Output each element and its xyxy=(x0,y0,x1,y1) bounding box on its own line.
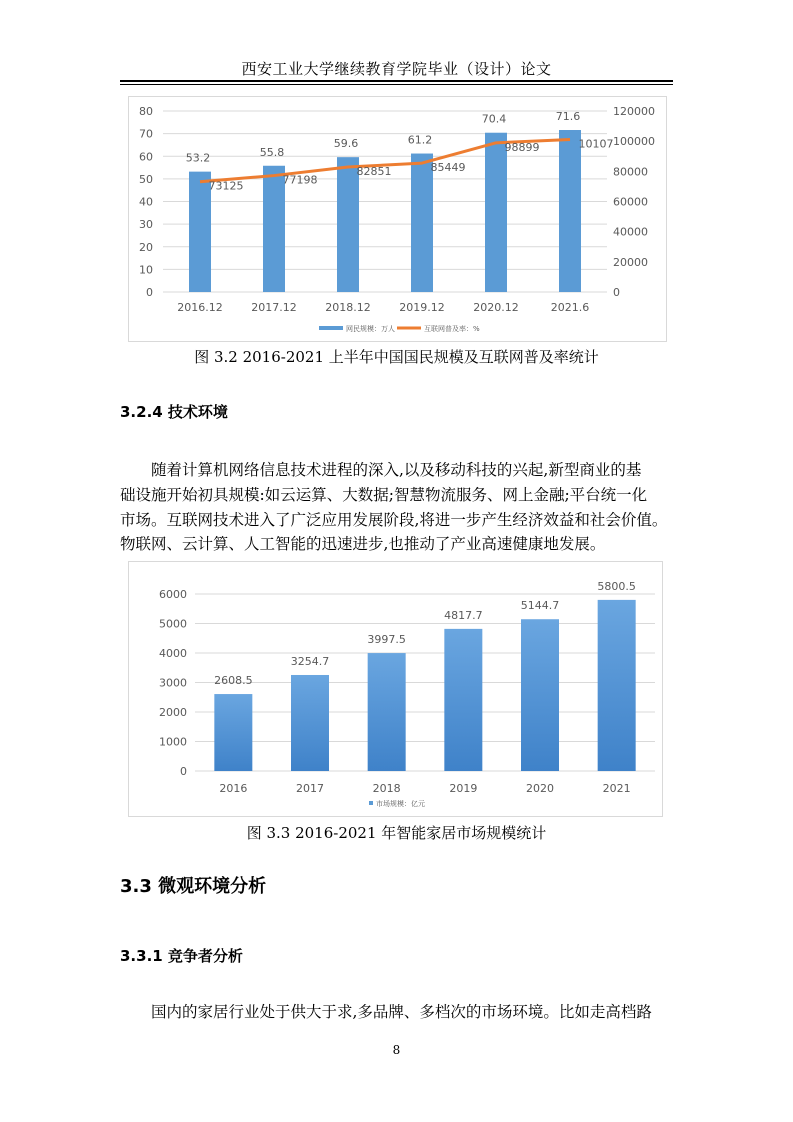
y-tick-label: 1000 xyxy=(159,735,187,749)
figure-smart-home-market-chart xyxy=(128,561,663,817)
x-tick-label: 2020 xyxy=(526,782,554,795)
y-tick-label: 3000 xyxy=(159,676,187,690)
page-number: 8 xyxy=(392,1043,401,1057)
paragraph-line: 础设施开始初具规模:如云运算、大数据;智慧物流服务、网上金融;平台统一化 xyxy=(120,486,648,504)
bar xyxy=(559,130,581,292)
bar-data-label: 53.2 xyxy=(185,151,211,165)
bar xyxy=(444,629,482,771)
x-tick-label: 2017.12 xyxy=(251,301,297,314)
y-left-tick-label: 60 xyxy=(139,150,153,164)
section-heading-3-3: 3.3 微观环境分析 xyxy=(120,876,267,897)
x-tick-label: 2019.12 xyxy=(399,301,445,314)
bar-data-label: 71.6 xyxy=(555,110,581,124)
y-left-tick-label: 30 xyxy=(139,218,153,232)
y-right-tick-label: 120000 xyxy=(613,105,655,118)
legend-swatch-bars xyxy=(319,326,343,330)
bar xyxy=(411,154,433,292)
bar-data-label: 5144.7 xyxy=(520,599,560,613)
y-right-tick-label: 80000 xyxy=(613,165,648,179)
x-tick-label: 2018 xyxy=(372,782,401,795)
paragraph-line: 市场。互联网技术进入了广泛应用发展阶段,将进一步产生经济效益和社会价值。 xyxy=(120,511,668,529)
bar-data-label: 2608.5 xyxy=(214,674,253,688)
bar-data-label: 70.4 xyxy=(481,112,507,126)
paragraph-line: 随着计算机网络信息技术进程的深入,以及移动科技的兴起,新型商业的基 xyxy=(151,461,642,479)
x-tick-label: 2020.12 xyxy=(473,301,519,314)
y-tick-label: 0 xyxy=(180,765,187,778)
bar xyxy=(485,133,507,292)
y-right-tick-label: 20000 xyxy=(613,255,648,269)
section-heading-3-2-4: 3.2.4 技术环境 xyxy=(120,403,228,421)
y-tick-label: 2000 xyxy=(159,706,187,719)
legend-label-bars: 网民规模：万人 xyxy=(346,325,395,333)
y-tick-label: 6000 xyxy=(159,588,187,601)
y-tick-label: 5000 xyxy=(159,617,187,631)
bar-data-label: 61.2 xyxy=(407,133,433,147)
bar-data-label: 4817.7 xyxy=(444,608,483,622)
section-heading-3-3-1: 3.3.1 竞争者分析 xyxy=(120,947,243,965)
bar xyxy=(598,600,636,771)
line-data-label: 77198 xyxy=(282,173,318,187)
legend-label: 市场规模：亿元 xyxy=(376,800,425,808)
bar-data-label: 55.8 xyxy=(259,145,285,159)
y-left-tick-label: 20 xyxy=(139,240,153,254)
header-rule-thin xyxy=(120,84,673,85)
line-data-label: 82851 xyxy=(356,165,392,179)
line-data-label: 85449 xyxy=(430,161,466,175)
bar-data-label: 59.6 xyxy=(333,137,359,151)
x-tick-label: 2018.12 xyxy=(325,301,371,314)
legend-swatch xyxy=(369,801,373,805)
y-right-tick-label: 60000 xyxy=(613,195,648,209)
y-left-tick-label: 80 xyxy=(139,105,153,118)
bar-data-label: 3254.7 xyxy=(290,654,330,668)
figure-1-caption: 图 3.2 2016-2021 上半年中国国民规模及互联网普及率统计 xyxy=(194,348,599,366)
bar-data-label: 5800.5 xyxy=(597,579,636,593)
x-tick-label: 2017 xyxy=(296,782,324,795)
legend-label-line: 互联网普及率：% xyxy=(424,325,480,333)
x-tick-label: 2016.12 xyxy=(177,301,223,314)
chart-1-svg xyxy=(129,97,666,341)
bar xyxy=(521,619,559,771)
chart-2-svg xyxy=(129,562,662,816)
y-right-tick-label: 0 xyxy=(613,286,620,299)
x-tick-label: 2021 xyxy=(602,782,631,795)
line-data-label: 98899 xyxy=(504,140,540,154)
figure-internet-users-chart xyxy=(128,96,667,342)
x-tick-label: 2016 xyxy=(219,782,248,795)
y-left-tick-label: 40 xyxy=(139,195,153,209)
line-data-label: 73125 xyxy=(208,179,244,193)
y-right-tick-label: 100000 xyxy=(613,135,655,149)
y-tick-label: 4000 xyxy=(159,647,187,660)
y-right-tick-label: 40000 xyxy=(613,225,648,239)
x-tick-label: 2019 xyxy=(449,782,478,795)
line-data-label: 10107 xyxy=(578,137,614,151)
y-left-tick-label: 70 xyxy=(139,127,153,141)
y-left-tick-label: 50 xyxy=(139,172,153,186)
header-rule-thick xyxy=(120,80,673,82)
bar xyxy=(368,653,406,771)
bar xyxy=(214,694,252,771)
x-tick-label: 2021.6 xyxy=(550,301,590,314)
bar-data-label: 3997.5 xyxy=(367,633,406,647)
y-left-tick-label: 10 xyxy=(139,263,153,277)
bar xyxy=(291,675,329,771)
paragraph-line: 国内的家居行业处于供大于求,多品牌、多档次的市场环境。比如走高档路 xyxy=(151,1003,652,1021)
running-header: 西安工业大学继续教育学院毕业（设计）论文 xyxy=(241,60,552,78)
paragraph-line: 物联网、云计算、人工智能的迅速进步,也推动了产业高速健康地发展。 xyxy=(120,535,606,553)
y-left-tick-label: 0 xyxy=(146,286,153,299)
figure-2-caption: 图 3.3 2016-2021 年智能家居市场规模统计 xyxy=(246,824,547,842)
